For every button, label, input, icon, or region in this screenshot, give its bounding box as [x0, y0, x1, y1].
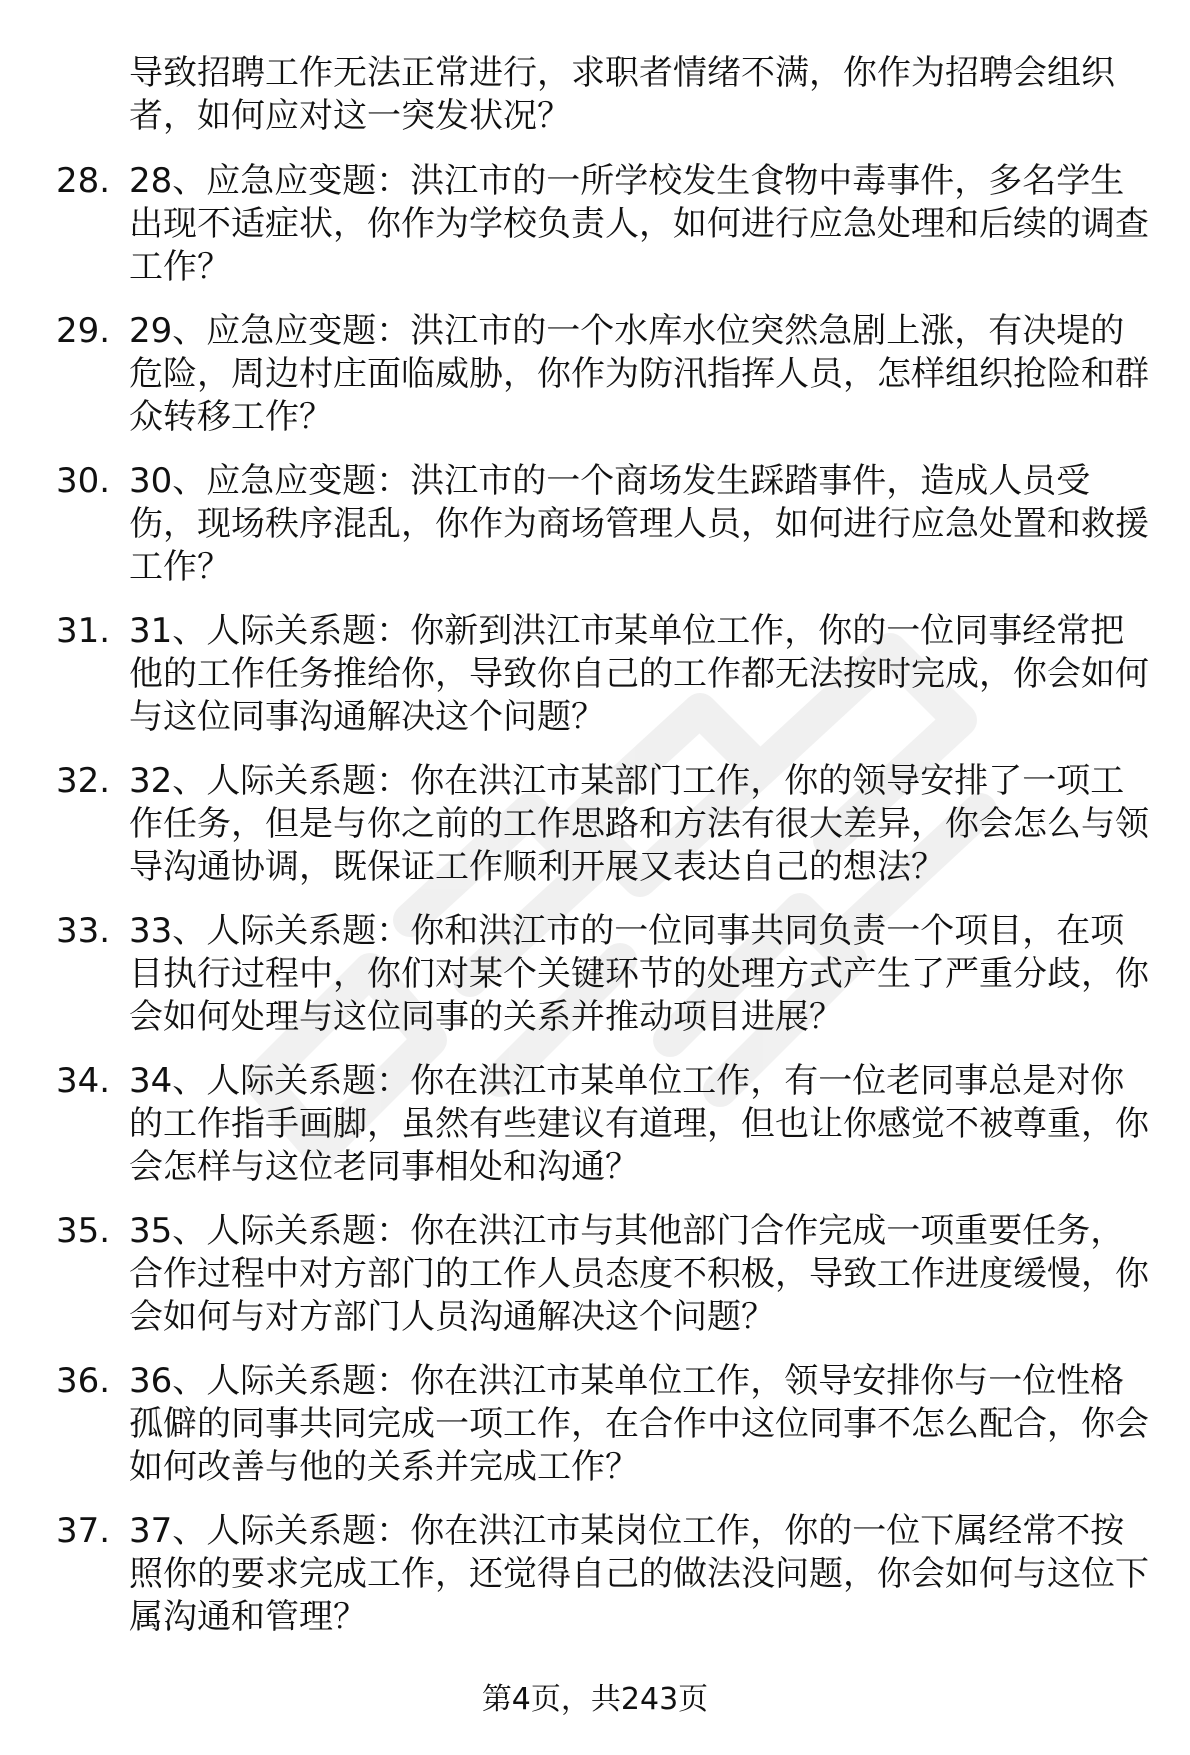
question-number: 28. [56, 161, 111, 201]
question-item-33 [56, 910, 1149, 1039]
question-number: 29. [56, 311, 111, 351]
question-text: 37、人际关系题：你在洪江市某岗位工作，你的一位下属经常不按照你的要求完成工作，还觉得自己的做法没问题，你会如何与这位下属沟通和管理？ [129, 1511, 1149, 1637]
continuation-text: 导致招聘工作无法正常进行，求职者情绪不满，你作为招聘会组织者，如何应对这一突发状况？ [129, 53, 1115, 136]
question-item-36 [56, 1360, 1149, 1489]
question-text: 28、应急应变题：洪江市的一所学校发生食物中毒事件，多名学生出现不适症状，你作为学校负责人，如何进行应急处理和后续的调查工作？ [129, 161, 1149, 287]
question-item-37 [56, 1510, 1149, 1639]
question-number: 30. [56, 461, 111, 501]
question-text: 35、人际关系题：你在洪江市与其他部门合作完成一项重要任务，合作过程中对方部门的工作人员态度不积极，导致工作进度缓慢，你会如何与对方部门人员沟通解决这个问题？ [129, 1211, 1149, 1337]
question-text: 36、人际关系题：你在洪江市某单位工作，领导安排你与一位性格孤僻的同事共同完成一项工作，在合作中这位同事不怎么配合，你会如何改善与他的关系并完成工作？ [129, 1361, 1149, 1487]
question-number: 35. [56, 1211, 111, 1251]
question-text: 31、人际关系题：你新到洪江市某单位工作，你的一位同事经常把他的工作任务推给你，导致你自己的工作都无法按时完成，你会如何与这位同事沟通解决这个问题？ [129, 611, 1149, 737]
question-item-32 [56, 760, 1149, 889]
question-item-28 [56, 160, 1149, 289]
question-number: 37. [56, 1511, 111, 1551]
question-text: 29、应急应变题：洪江市的一个水库水位突然急剧上涨，有决堤的危险，周边村庄面临威胁，你作为防汛指挥人员，怎样组织抢险和群众转移工作？ [129, 311, 1149, 437]
question-item-31 [56, 610, 1149, 739]
page-footer: 第4页，共243页 [481, 1682, 709, 1717]
question-number: 33. [56, 911, 111, 951]
question-list [56, 160, 1149, 1660]
question-text: 33、人际关系题：你和洪江市的一位同事共同负责一个项目，在项目执行过程中，你们对某个关键环节的处理方式产生了严重分歧，你会如何处理与这位同事的关系并推动项目进展？ [129, 911, 1149, 1037]
question-number: 36. [56, 1361, 111, 1401]
question-item-35 [56, 1210, 1149, 1339]
question-number: 32. [56, 761, 111, 801]
question-item-29 [56, 310, 1149, 439]
question-text: 32、人际关系题：你在洪江市某部门工作，你的领导安排了一项工作任务，但是与你之前的工作思路和方法有很大差异，你会怎么与领导沟通协调，既保证工作顺利开展又表达自己的想法？ [129, 761, 1149, 887]
question-item-30 [56, 460, 1149, 589]
question-number: 31. [56, 611, 111, 651]
question-text: 30、应急应变题：洪江市的一个商场发生踩踏事件，造成人员受伤，现场秩序混乱，你作为商场管理人员，如何进行应急处置和救援工作？ [129, 461, 1149, 587]
question-text: 34、人际关系题：你在洪江市某单位工作，有一位老同事总是对你的工作指手画脚，虽然有些建议有道理，但也让你感觉不被尊重，你会怎样与这位老同事相处和沟通？ [129, 1061, 1149, 1187]
question-item-34 [56, 1060, 1149, 1189]
question-number: 34. [56, 1061, 111, 1101]
